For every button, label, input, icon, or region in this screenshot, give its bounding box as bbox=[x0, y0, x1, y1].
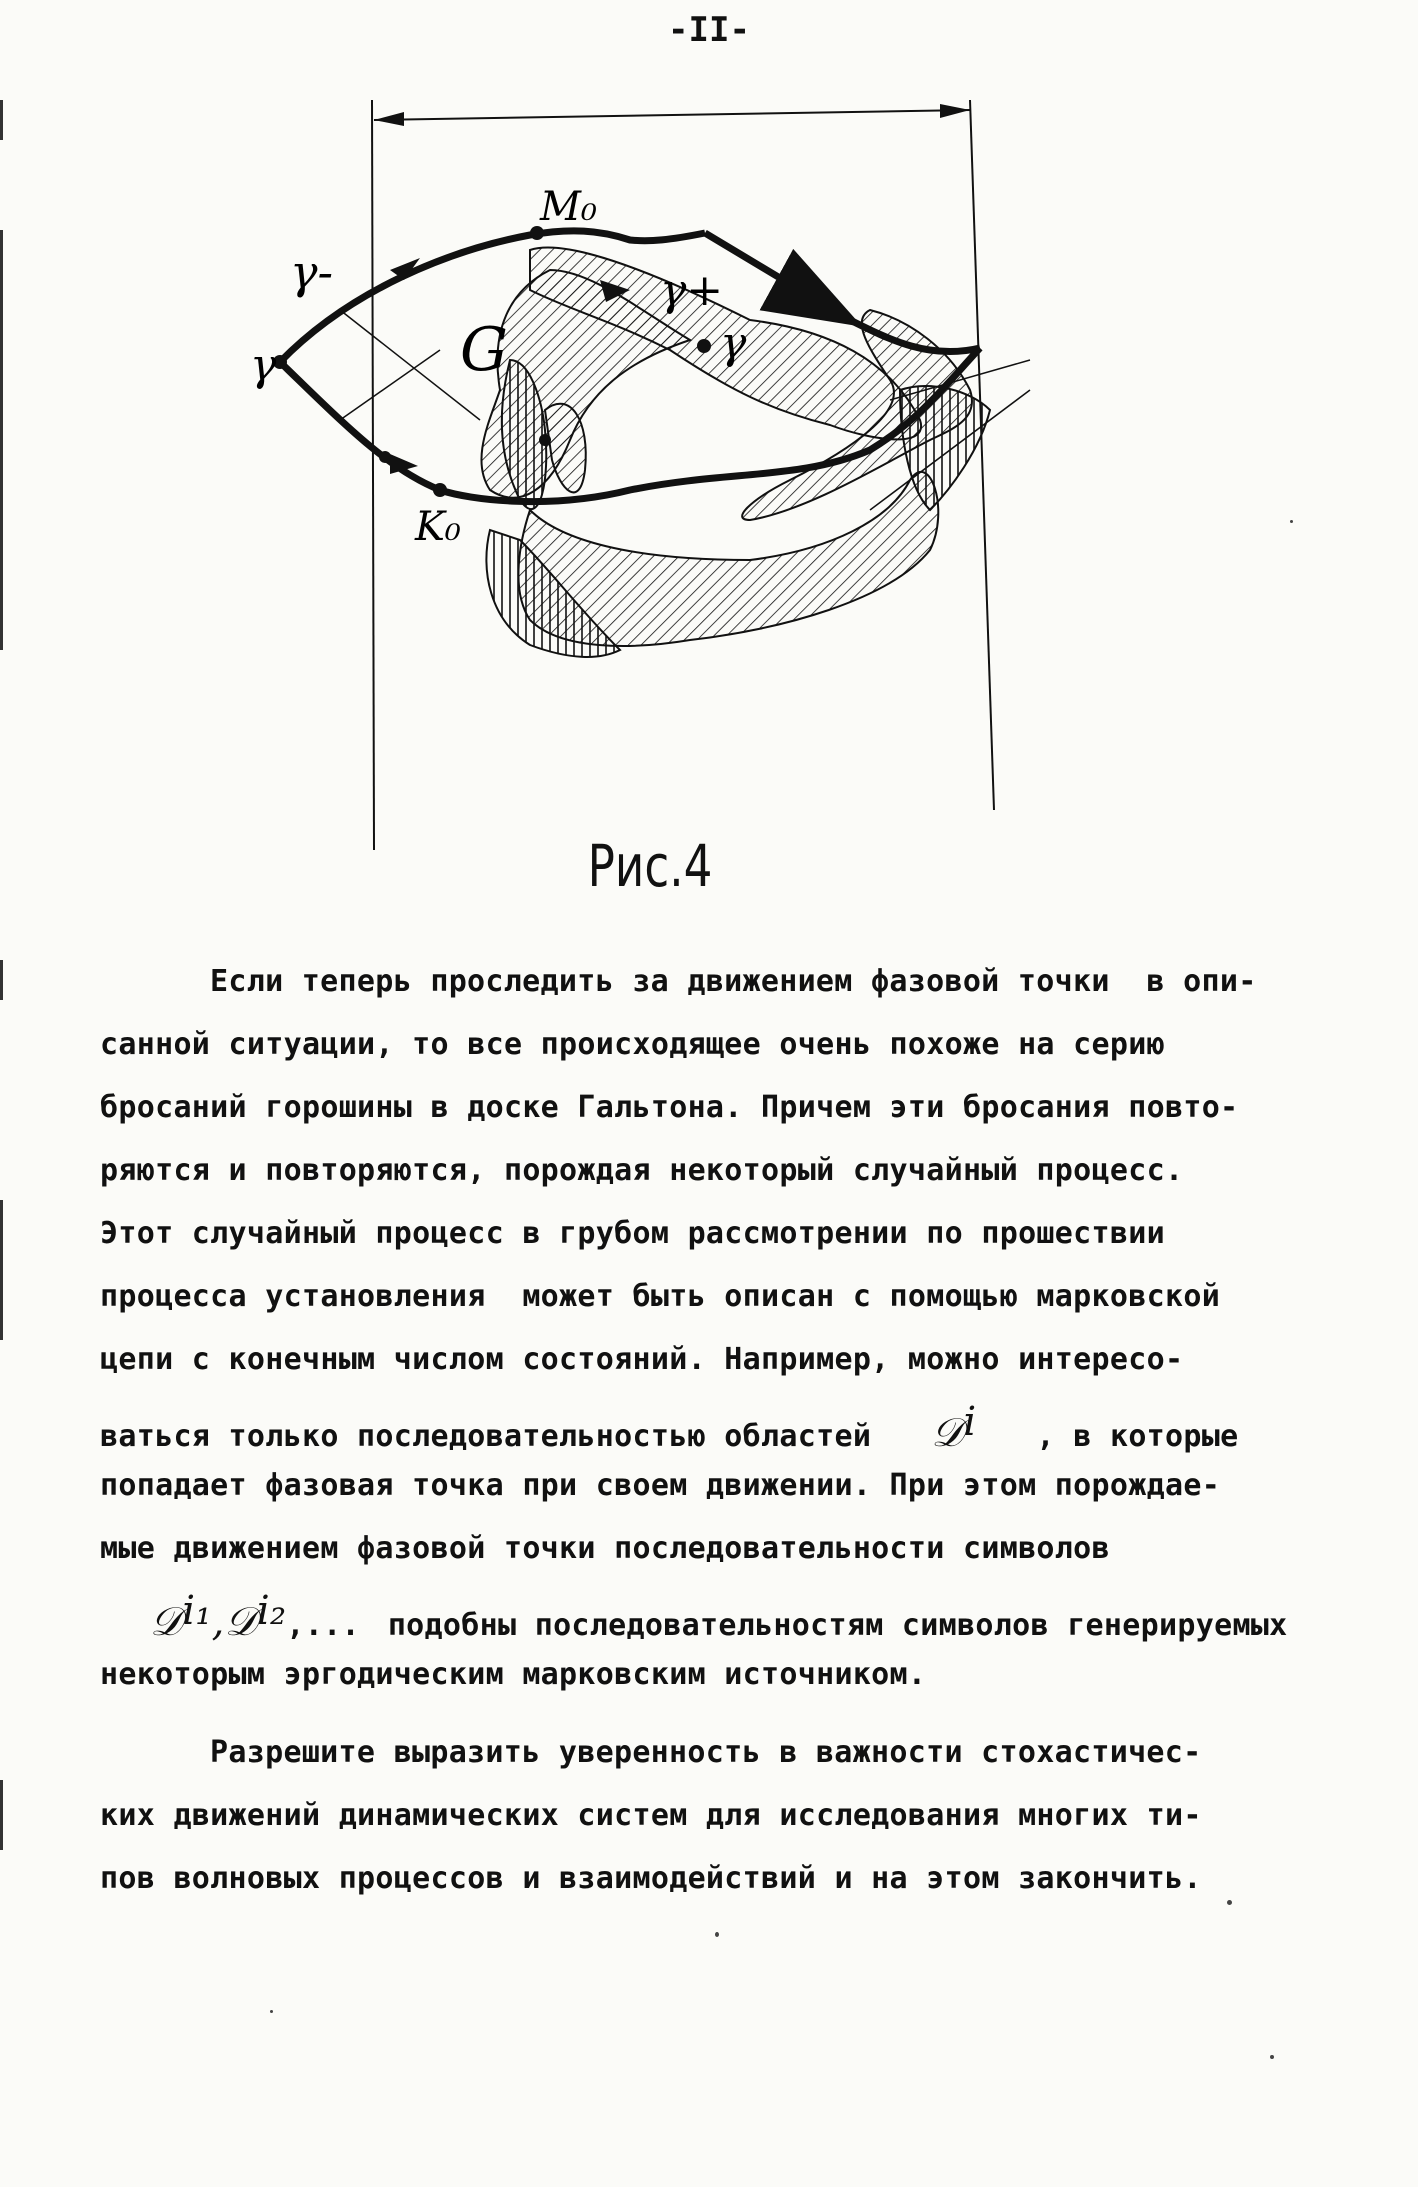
text-line: Этот случайный процесс в грубом рассмотрении по прошествии bbox=[100, 1216, 1165, 1251]
margin-mark bbox=[0, 960, 3, 1000]
page-number: -II- bbox=[668, 10, 750, 50]
point-k0-dot bbox=[433, 483, 447, 497]
text-line-with-math bbox=[100, 1580, 1330, 1643]
text-line: санной ситуации, то все происходящее очень похоже на серию bbox=[100, 1027, 1165, 1062]
body-text bbox=[100, 950, 1330, 1910]
phase-diagram bbox=[250, 90, 1050, 860]
label-region-g: G bbox=[460, 315, 508, 385]
speck bbox=[715, 1932, 719, 1937]
text-line-with-math bbox=[100, 1391, 1330, 1454]
math-symbol-d: 𝒟 bbox=[931, 1410, 964, 1456]
math-superscript-i2: i₂ bbox=[256, 1588, 287, 1634]
text-fragment: подобны последовательностям символов генерируемых bbox=[387, 1608, 1288, 1643]
left-vertical-line bbox=[372, 100, 374, 850]
math-ellipsis: ,... bbox=[286, 1608, 360, 1643]
label-m0: M₀ bbox=[540, 184, 597, 230]
math-superscript-i1: i₁ bbox=[182, 1588, 212, 1634]
unstable-line-left bbox=[340, 350, 440, 420]
text-line: ряются и повторяются, порождая некоторый случайный процесс. bbox=[100, 1153, 1184, 1188]
text-line: Если теперь проследить за движением фазовой точки в опи- bbox=[210, 964, 1257, 999]
dimension-arrow-right bbox=[940, 104, 970, 118]
trajectory-lower-left bbox=[280, 362, 440, 490]
math-symbol-d2: 𝒟 bbox=[224, 1599, 257, 1645]
label-gamma-plus: γ+ bbox=[660, 265, 724, 316]
point-lower-mid-dot bbox=[539, 434, 551, 446]
point-lower-left-dot bbox=[379, 451, 391, 463]
text-line: Разрешите выразить уверенность в важности стохастичес- bbox=[210, 1735, 1202, 1770]
math-separator: , bbox=[211, 1599, 225, 1645]
margin-mark bbox=[0, 1780, 3, 1850]
dimension-line bbox=[374, 110, 970, 120]
margin-mark bbox=[0, 100, 3, 140]
figure-caption: Рис.4 bbox=[587, 832, 713, 900]
label-gamma-minus: γ- bbox=[290, 245, 334, 299]
speck bbox=[270, 2010, 273, 2013]
point-right-dot bbox=[697, 339, 711, 353]
margin-mark bbox=[0, 1200, 3, 1340]
speck bbox=[1290, 520, 1293, 523]
text-line: мые движением фазовой точки последовательности символов bbox=[100, 1531, 1110, 1566]
speck bbox=[1227, 1900, 1232, 1905]
text-line: бросаний горошины в доске Гальтона. Причем эти бросания повто- bbox=[100, 1090, 1239, 1125]
text-line: попадает фазовая точка при своем движении. При этом порождае- bbox=[100, 1468, 1221, 1503]
stable-line-left bbox=[340, 310, 480, 420]
text-line: цепи с конечным числом состояний. Например, можно интересо- bbox=[100, 1342, 1184, 1377]
text-fragment: , в которые bbox=[1036, 1419, 1239, 1454]
text-line: ких движений динамических систем для исследования многих ти- bbox=[100, 1798, 1202, 1833]
text-fragment: ваться только последовательностью областей bbox=[100, 1419, 872, 1454]
math-symbol-d1: 𝒟 bbox=[150, 1599, 183, 1645]
math-superscript-i: i bbox=[963, 1399, 977, 1445]
label-right-point: γ bbox=[720, 318, 747, 369]
margin-mark bbox=[0, 230, 3, 650]
right-vertical-line bbox=[970, 100, 994, 810]
label-left-point: γ bbox=[250, 340, 277, 391]
dimension-arrow-left bbox=[374, 112, 404, 126]
label-k0: K₀ bbox=[415, 504, 461, 550]
speck bbox=[1270, 2055, 1274, 2059]
figure-4 bbox=[250, 90, 1050, 860]
text-line: процесса установления может быть описан с помощью марковской bbox=[100, 1279, 1221, 1314]
text-line: пов волновых процессов и взаимодействий и на этом закончить. bbox=[100, 1861, 1202, 1896]
text-line: некоторым эргодическим марковским источником. bbox=[100, 1657, 927, 1692]
